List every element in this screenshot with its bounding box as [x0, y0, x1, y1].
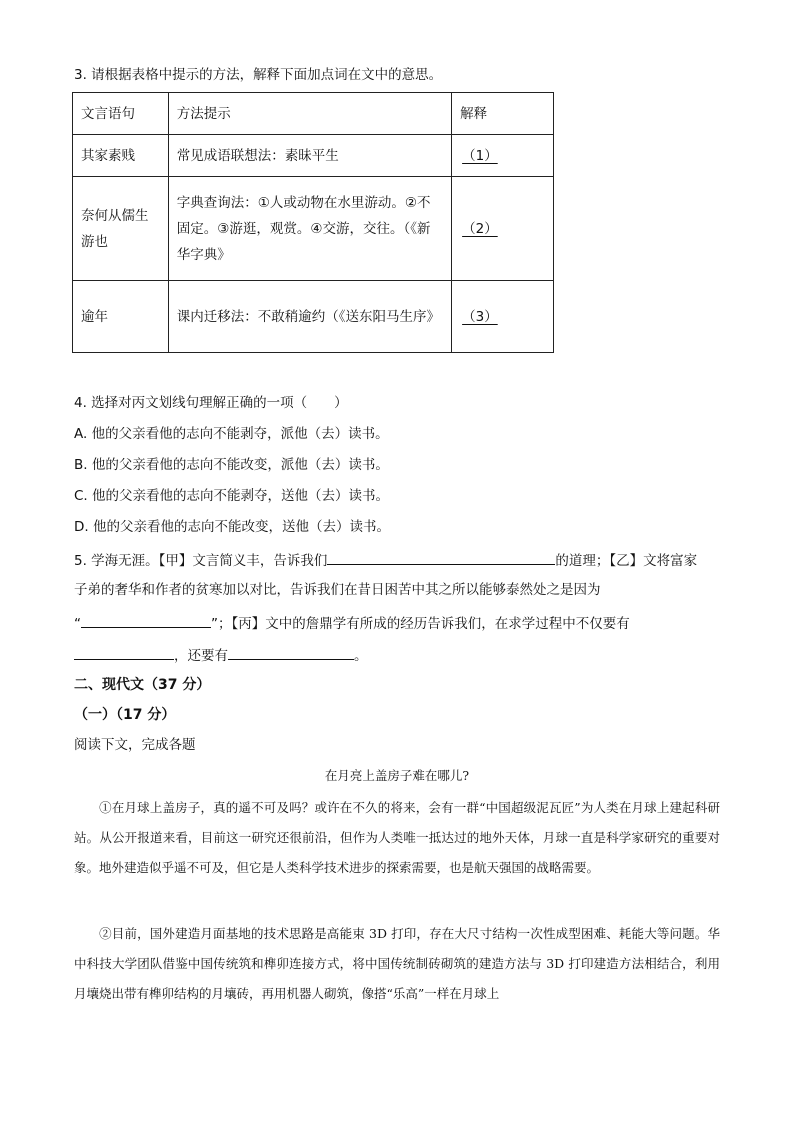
- answer-blank: （2）: [462, 220, 498, 237]
- paragraph-text: ①在月球上盖房子，真的遥不可及吗？或许在不久的将来，会有一群“中国超级泥瓦匠”为人类在月球上建起科研站。从公开报道来看，目前这一研究还很前沿，但作为人类唯一抵达过的地外天体，月球一直是科学家研究的重要对象。地外建造似乎遥不可及，但它是人类科学技术进步的探索需要，也是航天强国的战略需要。: [74, 800, 720, 875]
- q5-part1: 5. 学海无涯。【甲】文言简义丰，告诉我们: [74, 553, 328, 569]
- header-answer: 解释: [452, 93, 554, 135]
- answer-blank: [81, 613, 211, 628]
- q5-line3b: ”；【丙】文中的詹鼎学有所成的经历告诉我们，在求学过程中不仅要有: [211, 616, 630, 632]
- method-cell: 常见成语联想法：素昧平生: [168, 135, 451, 177]
- answer-cell: [452, 281, 554, 353]
- answer-blank: （1）: [462, 147, 498, 164]
- phrase-cell: 其家素贱: [73, 135, 169, 177]
- question-5-line-1: [74, 550, 697, 570]
- option-c: C. 他的父亲看他的志向不能剥夺，送他（去）读书。: [74, 488, 390, 504]
- option-b: B. 他的父亲看他的志向不能改变，派他（去）读书。: [74, 457, 389, 473]
- q5-part2: 的道理；【乙】文将富家: [555, 553, 698, 569]
- q5-line4a: ，还要有: [174, 648, 228, 664]
- article-paragraph-1: [74, 793, 720, 883]
- q5-line4b: 。: [354, 648, 368, 664]
- answer-cell: [452, 135, 554, 177]
- answer-cell: [452, 177, 554, 281]
- question-3-prompt: 3. 请根据表格中提示的方法，解释下面加点词在文中的意思。: [74, 67, 443, 83]
- question-5-line-2: 子弟的奢华和作者的贫寒加以对比，告诉我们在昔日困苦中其之所以能够泰然处之是因为: [74, 582, 601, 598]
- answer-blank: [228, 645, 354, 660]
- phrase-cell: 奈何从儒生游也: [73, 177, 169, 281]
- table-row: [73, 135, 554, 177]
- table-header-row: [73, 93, 554, 135]
- question-5-line-4: [74, 645, 368, 665]
- phrase-cell: 逾年: [73, 281, 169, 353]
- method-table: [72, 92, 554, 353]
- table-row: [73, 281, 554, 353]
- article-paragraph-2: [74, 919, 720, 1009]
- question-4-prompt: 4. 选择对丙文划线句理解正确的一项（ ）: [74, 395, 348, 411]
- section-title: 二、现代文（37 分）: [74, 677, 211, 693]
- question-5-line-3: [74, 613, 630, 633]
- answer-blank: （3）: [462, 308, 498, 325]
- paragraph-text: ②目前，国外建造月面基地的技术思路是高能束 3D 打印，存在大尺寸结构一次性成型困难、耗能大等问题。华中科技大学团队借鉴中国传统筑和榫卯连接方式，将中国传统制砖砌筑的建造方法与 3D 打印建造方法相结合，利用月壤烧出带有榫卯结构的月壤砖，再用机器人砌筑，像搭“乐高”一样在月球上: [74, 926, 720, 1001]
- answer-blank: [327, 550, 555, 565]
- q5-open-quote: “: [74, 616, 81, 632]
- method-cell: 课内迁移法：不敢稍逾约（《送东阳马生序》: [168, 281, 451, 353]
- option-d: D. 他的父亲看他的志向不能改变，送他（去）读书。: [74, 519, 390, 535]
- table-row: [73, 177, 554, 281]
- header-method: 方法提示: [168, 93, 451, 135]
- option-a: A. 他的父亲看他的志向不能剥夺，派他（去）读书。: [74, 426, 389, 442]
- answer-blank: [74, 645, 174, 660]
- article-title: 在月亮上盖房子难在哪儿?: [324, 768, 470, 783]
- header-phrase: 文言语句: [73, 93, 169, 135]
- subsection-title: （一）（17 分）: [74, 707, 176, 723]
- method-cell: 字典查询法：①人或动物在水里游动。②不固定。③游逛，观赏。④交游，交往。（《新华字典》: [168, 177, 451, 281]
- reading-instruction: 阅读下文，完成各题: [74, 737, 196, 753]
